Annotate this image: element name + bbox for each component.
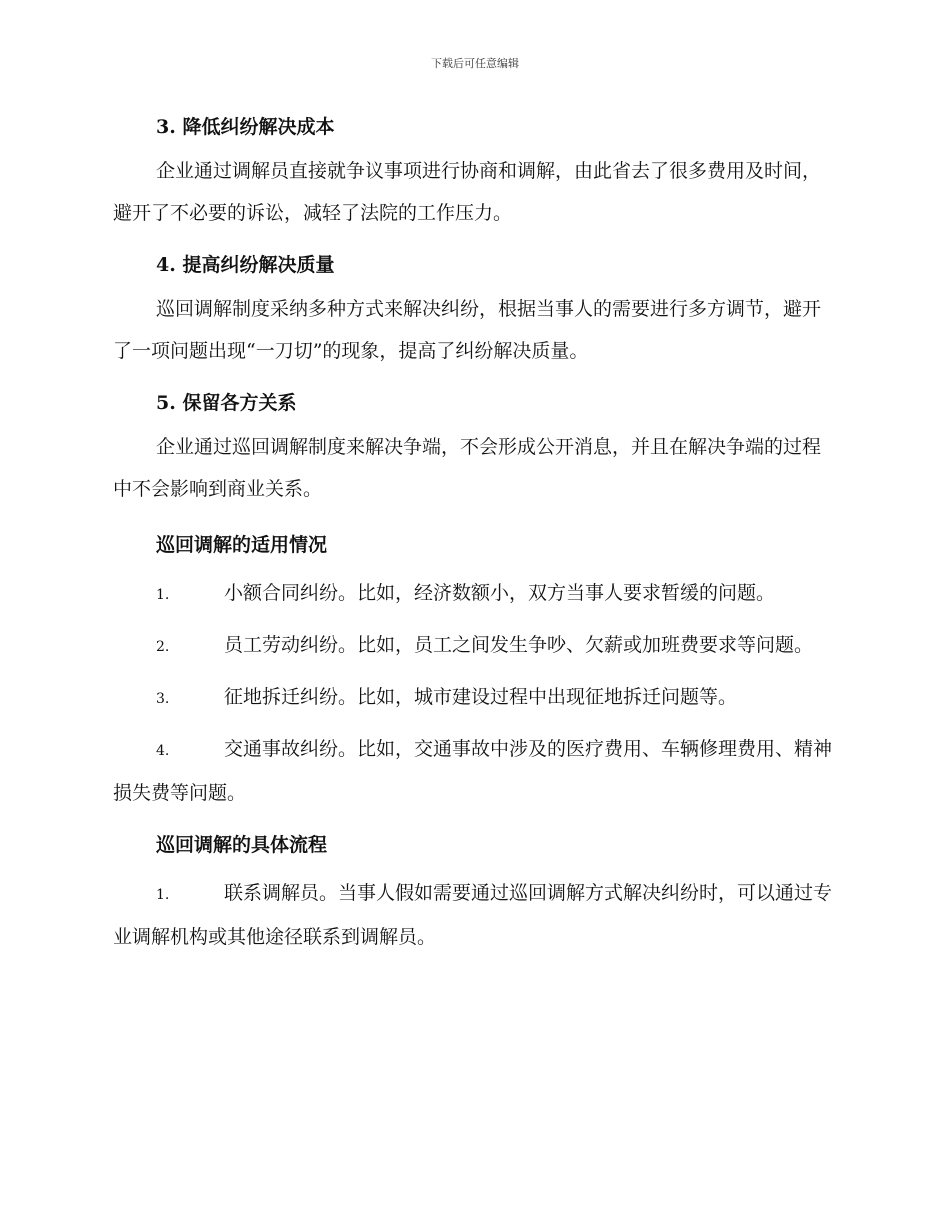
- list-text: 联系调解员。当事人假如需要通过巡回调解方式解决纠纷时，可以通过专业调解机构或其他途径联系到调解员。: [113, 882, 833, 948]
- paragraph: 巡回调解制度采纳多种方式来解决纠纷，根据当事人的需要进行多方调节，避开了一项问题出现“一刀切”的现象，提高了纠纷解决质量。: [113, 298, 822, 362]
- page-header: 下载后可任意编辑: [431, 57, 519, 70]
- list-number: 1.: [156, 587, 170, 603]
- section-heading: 3. 降低纠纷解决成本: [156, 116, 335, 138]
- paragraph: 企业通过巡回调解制度来解决争端，不会形成公开消息，并且在解决争端的过程中不会影响到商业关系。: [113, 436, 822, 500]
- list-text: 员工劳动纠纷。比如，员工之间发生争吵、欠薪或加班费要求等问题。: [224, 634, 814, 656]
- list-number: 3.: [156, 691, 170, 707]
- list-number: 1.: [156, 887, 170, 903]
- list-item: [113, 728, 838, 814]
- list-item: [113, 872, 838, 958]
- section-heading: 5. 保留各方关系: [156, 392, 297, 414]
- list-number: 2.: [156, 639, 170, 655]
- list-text: 小额合同纠纷。比如，经济数额小，双方当事人要求暂缓的问题。: [224, 582, 776, 604]
- section-heading: 巡回调解的适用情况: [156, 534, 328, 556]
- list-text: 征地拆迁纠纷。比如，城市建设过程中出现征地拆迁问题等。: [224, 686, 738, 708]
- section-heading: 4. 提高纠纷解决质量: [156, 254, 335, 276]
- list-item: [113, 624, 838, 668]
- list-item: [113, 572, 838, 616]
- paragraph: 企业通过调解员直接就争议事项进行协商和调解，由此省去了很多费用及时间，避开了不必要的诉讼，减轻了法院的工作压力。: [113, 160, 822, 224]
- list-number: 4.: [156, 743, 170, 759]
- list-text: 交通事故纠纷。比如，交通事故中涉及的医疗费用、车辆修理费用、精神损失费等问题。: [113, 738, 833, 804]
- document-body: [113, 104, 838, 966]
- section-heading: 巡回调解的具体流程: [156, 834, 328, 856]
- list-item: [113, 676, 838, 720]
